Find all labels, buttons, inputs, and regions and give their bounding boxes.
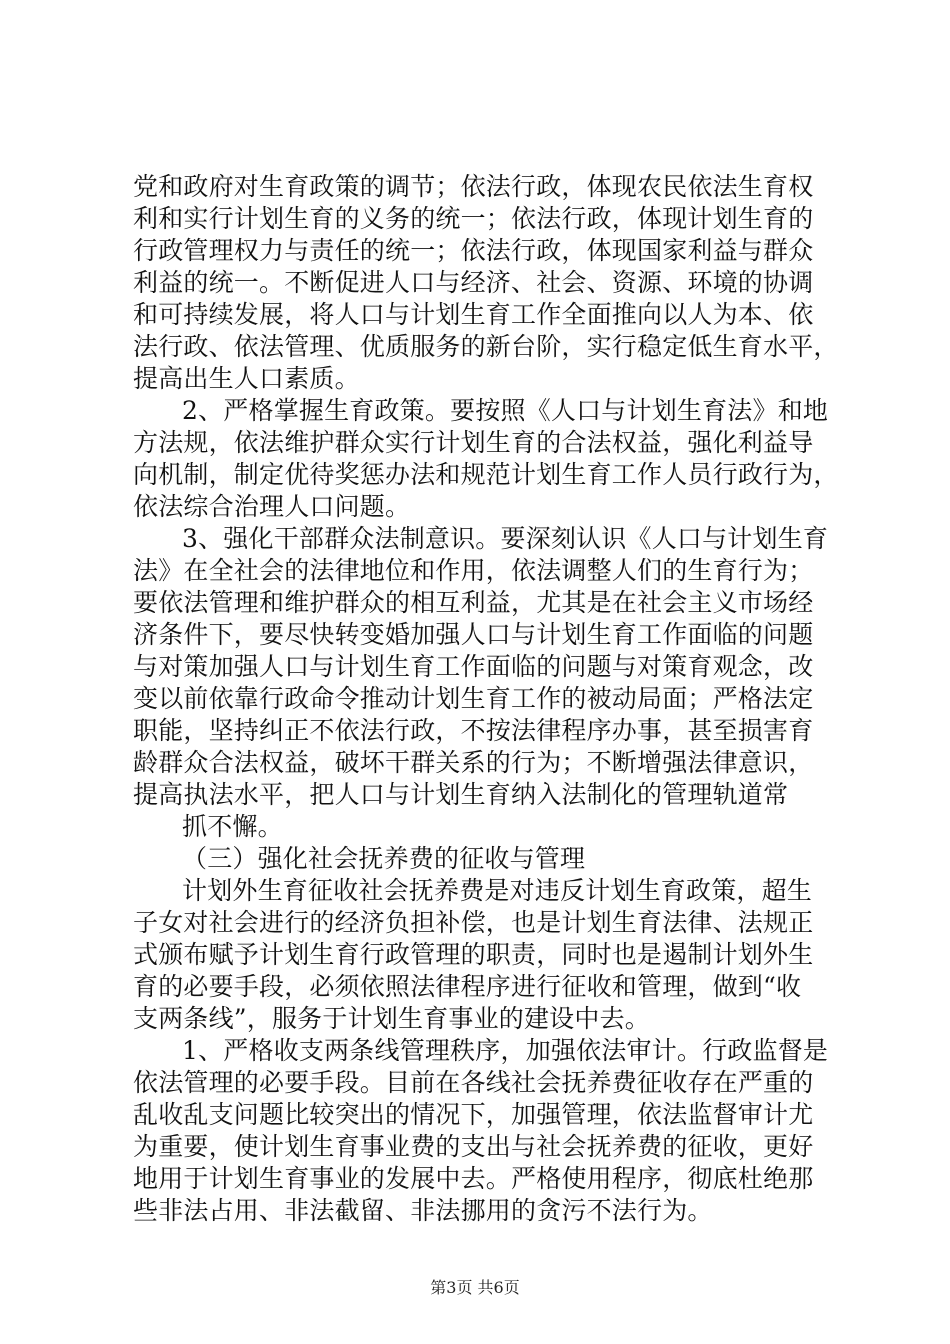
text-line: 方法规，依法维护群众实行计划生育的合法权益，强化利益导 <box>133 428 814 457</box>
text-line: 法行政、依法管理、优质服务的新台阶，实行稳定低生育水平， <box>133 332 839 361</box>
text-line: 与对策加强人口与计划生育工作面临的问题与对策育观念，改 <box>133 652 814 681</box>
text-line: 子女对社会进行的经济负担补偿，也是计划生育法律、法规正 <box>133 908 814 937</box>
text-line: 利益的统一。不断促进人口与经济、社会、资源、环境的协调 <box>133 268 814 297</box>
paragraph-first-line: 抓不懈。 <box>182 812 283 841</box>
text-line: 些非法占用、非法截留、非法挪用的贪污不法行为。 <box>133 1196 713 1225</box>
text-line: 育的必要手段，必须依照法律程序进行征收和管理，做到“收 <box>133 972 802 1001</box>
text-line: 行政管理权力与责任的统一；依法行政，体现国家利益与群众 <box>133 236 814 265</box>
text-line: 龄群众合法权益，破坏干群关系的行为；不断增强法律意识， <box>133 748 814 777</box>
text-line: 和可持续发展，将人口与计划生育工作全面推向以人为本、依 <box>133 300 814 329</box>
paragraph-first-line: 计划外生育征收社会抚养费是对违反计划生育政策，超生 <box>182 876 813 905</box>
page-footer: 第3页 共6页 <box>430 1278 520 1297</box>
text-line: 提高执法水平，把人口与计划生育纳入法制化的管理轨道常 <box>133 780 789 809</box>
text-line: 利和实行计划生育的义务的统一；依法行政，体现计划生育的 <box>133 204 814 233</box>
text-line: 提高出生人口素质。 <box>133 364 360 393</box>
text-line: 法》在全社会的法律地位和作用，依法调整人们的生育行为； <box>133 556 814 585</box>
paragraph-first-line: 3、强化干部群众法制意识。要深刻认识《人口与计划生育 <box>182 524 829 553</box>
text-line: 济条件下，要尽快转变婚加强人口与计划生育工作面临的问题 <box>133 620 814 649</box>
text-line: 依法综合治理人口问题。 <box>133 492 411 521</box>
text-line: 地用于计划生育事业的发展中去。严格使用程序，彻底杜绝那 <box>133 1164 814 1193</box>
text-line: 支两条线”，服务于计划生育事业的建设中去。 <box>133 1004 650 1033</box>
paragraph-first-line: 1、严格收支两条线管理秩序，加强依法审计。行政监督是 <box>182 1036 829 1065</box>
paragraph-first-line: （三）强化社会抚养费的征收与管理 <box>182 844 586 873</box>
text-line: 向机制，制定优待奖惩办法和规范计划生育工作人员行政行为， <box>133 460 839 489</box>
text-line: 式颁布赋予计划生育行政管理的职责，同时也是遏制计划外生 <box>133 940 814 969</box>
paragraph-first-line: 2、严格掌握生育政策。要按照《人口与计划生育法》和地 <box>182 396 829 425</box>
text-line: 党和政府对生育政策的调节；依法行政，体现农民依法生育权 <box>133 172 814 201</box>
text-line: 乱收乱支问题比较突出的情况下，加强管理，依法监督审计尤 <box>133 1100 814 1129</box>
text-line: 为重要，使计划生育事业费的支出与社会抚养费的征收，更好 <box>133 1132 814 1161</box>
text-line: 依法管理的必要手段。目前在各线社会抚养费征收存在严重的 <box>133 1068 814 1097</box>
text-line: 要依法管理和维护群众的相互利益，尤其是在社会主义市场经 <box>133 588 814 617</box>
text-line: 变以前依靠行政命令推动计划生育工作的被动局面；严格法定 <box>133 684 814 713</box>
text-line: 职能，坚持纠正不依法行政，不按法律程序办事，甚至损害育 <box>133 716 814 745</box>
document-body <box>133 171 839 1227</box>
